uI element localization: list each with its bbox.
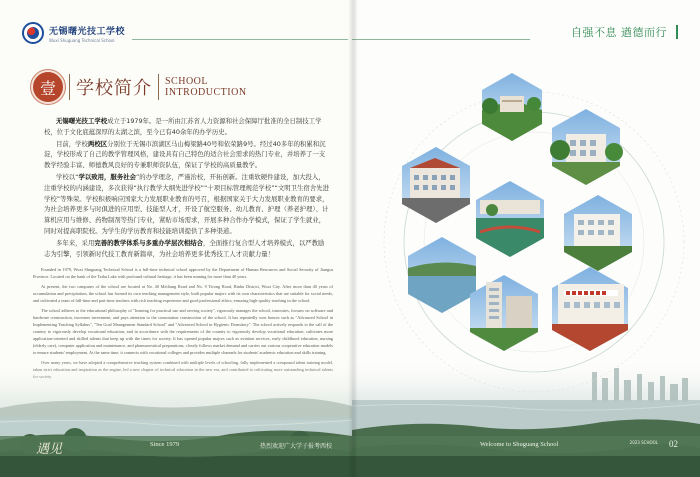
paragraph: 学校以“学以致用，服务社会”的办学理念，严谨治校，开拓创新。注重软硬件建设，加大投入，注重学校的内涵建设，多次获得“执行教学大纲先进学校”“十项目标管理规范学校”“文明卫生宿舍先进学校”等殊荣。学校积极响应国家大力发展职业教育的号召，根据国家关于大力发展职业教育的要求，为社会培养更多与时俱进的应用型、技能型人才，开设了航空服务、幼儿教育、护理（养老护理）、计算机应用与维修、药物制剂等热门专业，紧贴市场需求，开展多种合作办学模式，保证了学生就业，同时对提高职院校。为学生的学历教育和技能培训提供了多种渠道。: [44, 172, 329, 235]
campus-photo-hex: [482, 73, 542, 141]
welcome-text: Welcome to Shuguang School: [480, 441, 559, 448]
brand-logo: 遇见: [36, 442, 63, 457]
section-title-en: SCHOOL INTRODUCTION: [165, 76, 247, 98]
intro-text-cn: [44, 116, 330, 260]
paragraph: Founded in 1979, Wuxi Shuguang Technical School is a full-time technical school approved by the Department of Human Resources and Social Security of Jiangsu Province. Located on the bank of the Taihu Lake with profound cultural heritage, it has been running for more than 40 years.: [33, 267, 333, 279]
school-emblem-icon: [22, 22, 44, 44]
campus-photo-hex: [564, 195, 632, 271]
since-text: Since 1979: [150, 441, 180, 448]
header-rule: [132, 39, 348, 40]
campus-photo-hex: [552, 267, 628, 351]
school-motto: 自强不息 遒德而行: [571, 26, 667, 39]
section-number-badge: 壹: [33, 72, 63, 102]
paragraph: The school adheres to the educational philosophy of "learning for practical use and serving society", rigorously manages the school, innovates, focuses on software and hardware construction, increases investment, and pays attention to the connotation construction of the school. It has repeatedly won honors such as "Advanced School in Implementing Teaching Syllabus", "Ten Goal Management Standard School" and "Advanced School in Hygienic Dormitory". The school actively responds to the call of the country to vigorously develop vocational education, and in accordance with the requirements of the country to vigorously develop vocational education, cultivates more application-oriented and skilled talents that keep up with the times for society. It has opened popular majors such as aviation services, early childhood education, nursing (elderly care), computer application and maintenance, and pharmaceutical preparations, closely follows market demand and carries out various cooperative education models to ensure students' employment. At the same time, it connects with vocational colleges and provides multiple channels for students' academic education and skills training.: [33, 308, 333, 355]
campus-photo-collage: [352, 0, 700, 477]
school-name-en: Wuxi Shuguang Technical School: [49, 37, 115, 43]
campus-photo-hex: [470, 275, 538, 351]
campus-photo-hex: [402, 147, 470, 223]
lake-landscape-image: [0, 360, 352, 477]
paragraph: 目前，学校两校区分别位于无锡市滨湖区马山梅梁路40号和依荣路9号。经过40多年的积累和沉淀，学校形成了自己的教学管理风格，建设具有自己特色的适合社会需求的热门专业，并培养了一支教学经验丰富、师德教风良好的专兼职师资队伍，保证了学校的高质量教学。: [44, 139, 326, 170]
right-page: [352, 0, 700, 477]
school-name: 无锡曙光技工学校: [49, 26, 126, 37]
footer-slogan: 热烈欢迎广大学子报考西校: [260, 443, 333, 450]
page-number: 02: [669, 439, 678, 449]
section-title: [33, 72, 247, 102]
campus-photo-hex: [550, 109, 623, 185]
page-fold: [348, 0, 358, 477]
page-label: 2023 SCHOOL: [629, 440, 658, 445]
campus-photo-hex: [476, 181, 544, 257]
paragraph: At present, the two campuses of the school are located at No. 40 Meiliang Road and No. 9 Yirong Road, Binhu District, Wuxi City. After more than 40 years of accumulation and precipitation, the school has formed its own teaching management style, built popular majors with its own characteristics that are suitable for social needs, and cultivated a team of full-time and part-time teachers with rich teaching experience and good professional ethics, ensuring high-quality teaching in the school.: [33, 284, 333, 303]
section-title-cn: 学校简介: [76, 78, 152, 99]
paragraph: 多年来，采用完善的教学体系与多重办学层次相结合，全面推行复合型人才培养模式，以严教励志为引擎，引领新时代技工教育新篇章，为社会培养更多优秀技工人才贡献力量！: [44, 238, 325, 258]
paragraph: 无锡曙光技工学校成立于1979年。是一所由江苏省人力资源和社会保障厅批准的全日制技工学校，位于文化底蕴深厚的太湖之滨，至今已有40余年的办学历史。: [44, 117, 322, 136]
school-logo: [22, 22, 125, 44]
campus-photo-hex: [408, 237, 476, 313]
